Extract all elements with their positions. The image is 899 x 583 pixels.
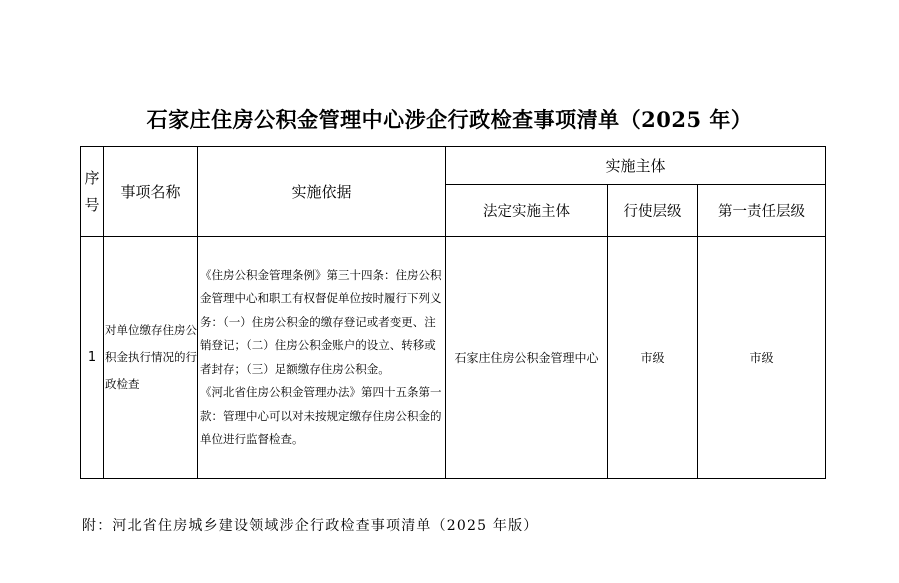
header-subject-group: 实施主体 — [446, 147, 826, 185]
header-row-top — [81, 147, 826, 185]
row-legal-subject: 石家庄住房公积金管理中心 — [446, 237, 608, 479]
table-row — [81, 237, 826, 479]
row-item-name: 对单位缴存住房公积金执行情况的行政检查 — [104, 237, 198, 479]
attachment-note: 附：河北省住房城乡建设领域涉企行政检查事项清单（2025 年版） — [82, 518, 539, 534]
inspection-items-table — [80, 146, 826, 479]
row-primary-level: 市级 — [698, 237, 826, 479]
basis-clause-provincial: 《河北省住房公积金管理办法》第四十五条第一款：管理中心可以对未按规定缴存住房公积金的单位进行监督检查。 — [200, 385, 442, 446]
header-exercise-level: 行使层级 — [608, 185, 698, 237]
row-exercise-level: 市级 — [608, 237, 698, 479]
row-basis — [198, 237, 446, 479]
header-basis: 实施依据 — [198, 147, 446, 237]
header-item-name: 事项名称 — [104, 147, 198, 237]
document-title: 石家庄住房公积金管理中心涉企行政检查事项清单（2025 年） — [146, 107, 753, 132]
header-primary-level: 第一责任层级 — [698, 185, 826, 237]
basis-clause-regulation: 《住房公积金管理条例》第三十四条：住房公积金管理中心和职工有权督促单位按时履行下列义务：（一）住房公积金的缴存登记或者变更、注销登记；（二）住房公积金账户的设立、转移或者封存；（三）足额缴存住房公积金。 — [200, 267, 442, 376]
header-legal-subject: 法定实施主体 — [446, 185, 608, 237]
header-seq: 序号 — [81, 147, 104, 237]
row-seq: 1 — [81, 237, 104, 479]
